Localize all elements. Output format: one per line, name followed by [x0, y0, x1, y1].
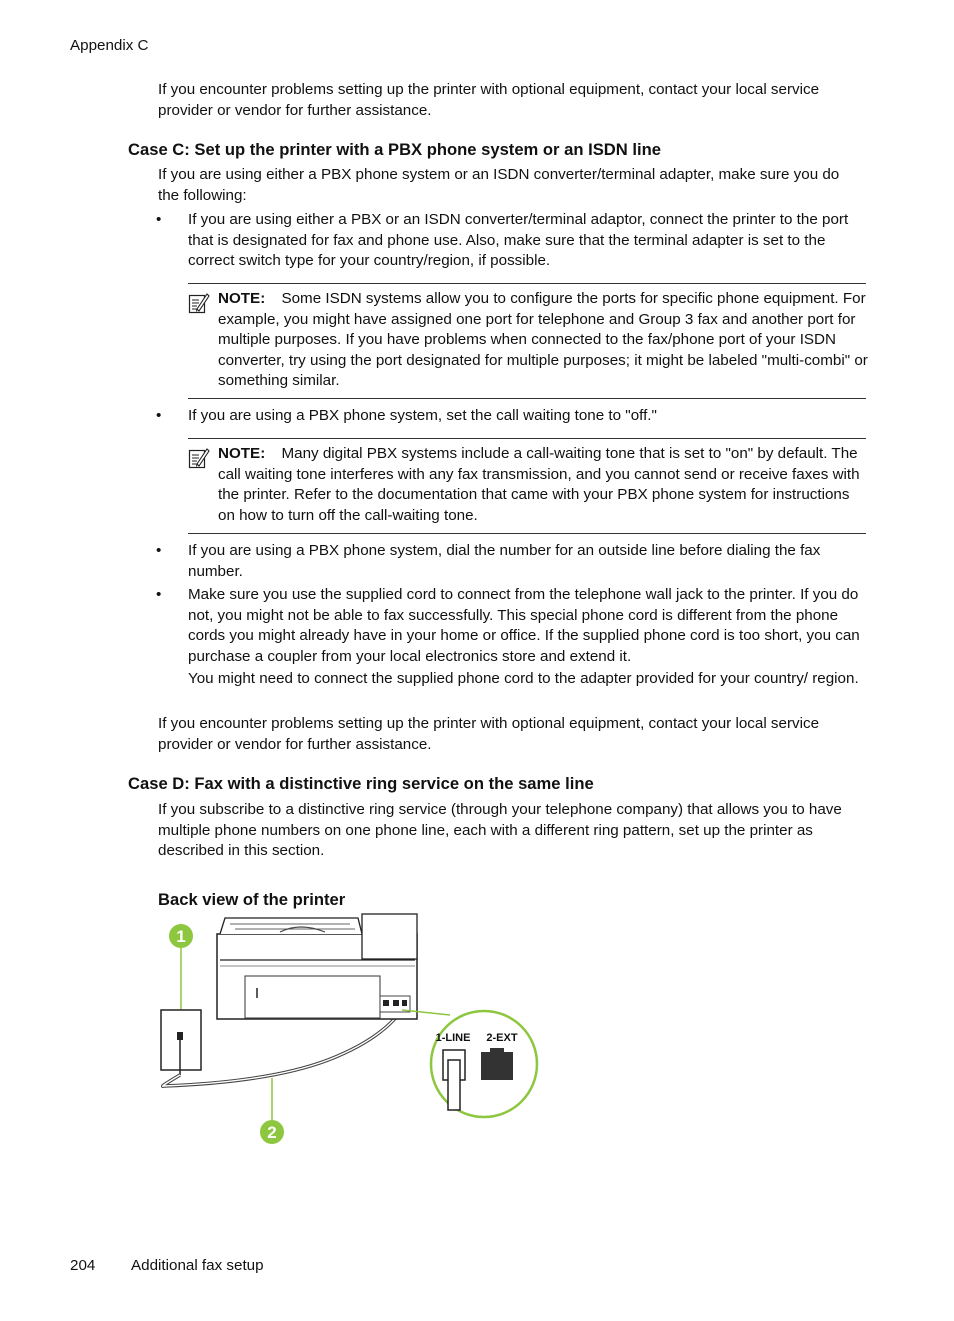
callout-2 [260, 1078, 284, 1144]
line-plug [448, 1060, 460, 1110]
case-d-heading: Case D: Fax with a distinctive ring service on the same line [128, 774, 594, 793]
note-box-1 [188, 283, 866, 399]
note-box-2 [188, 438, 866, 534]
callout-1 [169, 924, 193, 1010]
callout-2-number: 2 [267, 1123, 277, 1142]
note-1-label: NOTE: [218, 290, 266, 307]
note-2-body: Many digital PBX systems include a call-waiting tone that is set to "on" by default. The call waiting tone interferes with any fax transmission, and you cannot send or receive faxes with the printer. Refer to the documentation that came with your PBX phone system for instructions on how to turn off the call-waiting tone. [218, 445, 860, 524]
case-c-bullet-4-extra: You might need to connect the supplied phone cord to the adapter provided for your country/ region. [188, 670, 859, 687]
footer-title: Additional fax setup [131, 1257, 264, 1274]
ports-detail [431, 1011, 537, 1117]
intro-paragraph: If you encounter problems setting up the printer with optional equipment, contact your local service provider or vendor for further assistance. [158, 81, 820, 119]
ext-port [481, 1052, 513, 1080]
printer-back-view-figure [150, 910, 550, 1150]
case-c-intro: If you are using either a PBX phone system or an ISDN converter/terminal adapter, make sure you do the following: [158, 166, 840, 204]
bullet-marker: • [156, 586, 162, 603]
page-number: 204 [70, 1257, 96, 1274]
wall-jack [161, 1010, 201, 1075]
callout-1-number: 1 [176, 927, 186, 946]
bullet-marker: • [156, 407, 162, 424]
case-c-heading: Case C: Set up the printer with a PBX phone system or an ISDN line [128, 140, 661, 159]
case-c-bullet-1: If you are using either a PBX or an ISDN converter/terminal adaptor, connect the printer to the port that is designated for fax and phone use. Also, make sure that the terminal adapter is set to the correct switch type for your country/region, if possible. [188, 211, 849, 269]
note-2-label: NOTE: [218, 445, 266, 462]
note-2-text [218, 444, 868, 526]
bullet-marker: • [156, 542, 162, 559]
note-icon [188, 292, 210, 314]
note-1-body: Some ISDN systems allow you to configure the ports for specific phone equipment. For example, you might have assigned one port for telephone and Group 3 fax and another port for multiple purposes. If you have problems when connected to the fax/phone port of your ISDN converter, try using the port designated for multiple purposes; it might be labeled "multi-combi" or something similar. [218, 290, 868, 389]
note-icon [188, 447, 210, 469]
printer [217, 914, 417, 1019]
case-c-bullet-2: If you are using a PBX phone system, set the call waiting tone to "off." [188, 407, 657, 424]
case-c-bullet-4: Make sure you use the supplied cord to connect from the telephone wall jack to the printer. If you do not, you might not be able to fax successfully. This special phone cord is different from the phone cords you might already have in your home or office. If the supplied phone cord is too short, you can purchase a coupler from your local electronics store and extend it. [188, 586, 860, 665]
note-1-text [218, 289, 868, 392]
port-1-label: 1-LINE [435, 1032, 471, 1044]
running-header: Appendix C [70, 37, 149, 54]
port-2-label: 2-EXT [486, 1032, 518, 1044]
figure-caption: Back view of the printer [158, 890, 346, 909]
case-c-bullet-3: If you are using a PBX phone system, dial the number for an outside line before dialing the fax number. [188, 542, 821, 580]
case-d-intro: If you subscribe to a distinctive ring service (through your telephone company) that allows you to have multiple phone numbers on one phone line, each with a different ring pattern, set up the printer as described in this section. [158, 801, 842, 859]
bullet-marker: • [156, 211, 162, 228]
case-c-closing: If you encounter problems setting up the printer with optional equipment, contact your local service provider or vendor for further assistance. [158, 715, 820, 753]
